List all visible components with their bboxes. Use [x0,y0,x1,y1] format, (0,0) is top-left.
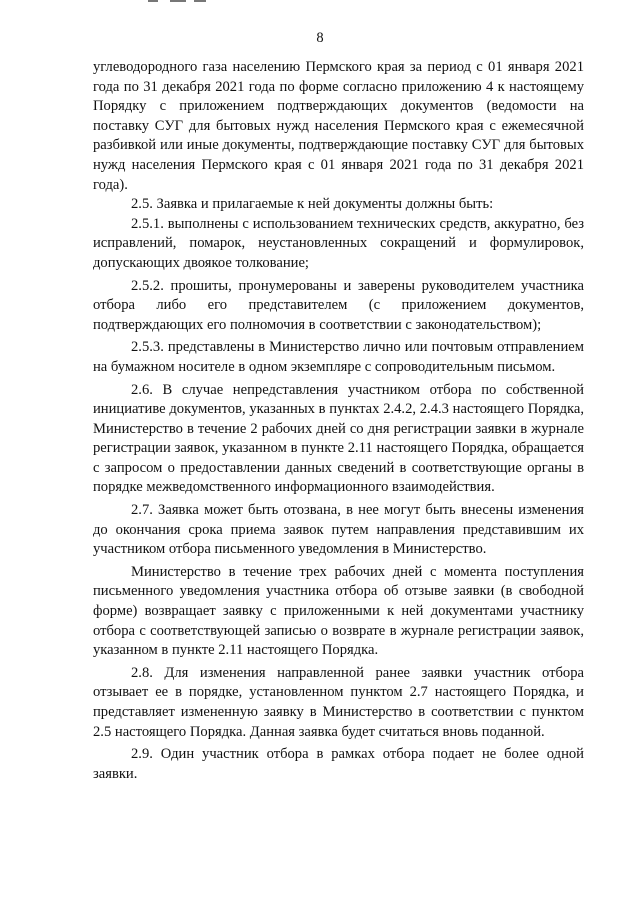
paragraph-2-6: 2.6. В случае непредставления участником отбора по собственной инициативе документов, указанных в пунктах 2.4.2, 2.4.3 настоящего Порядка, Министерство в течение 2 рабочих дней со дня регистрации заявки в журнале регистрации заявок, указанном в пункте 2.11 настоящего Порядка, обращается с запросом о предоставлении данных сведений в соответствующие органы в порядке межведомственного информационного взаимодействия. [93,381,584,496]
paragraph-2-5: 2.5. Заявка и прилагаемые к ней документы должны быть: [131,196,494,213]
scan-mark [170,0,186,2]
paragraph-2-5-2: 2.5.2. прошиты, пронумерованы и заверены руководителем участника отбора либо его представителем (с приложением документов, подтверждающих его полномочия в соответствии с законодательством); [93,277,584,333]
paragraph-ministry-return: Министерство в течение трех рабочих дней с момента поступления письменного уведомления участника отбора об отзыве заявки (в свободной форме) возвращает заявку с приложенными к ней документами участнику отбора с соответствующей записью о возврате в журнале регистрации заявок, указанном в пункте 2.11 настоящего Порядка. [93,563,584,659]
document-body [93,58,584,784]
paragraph-2-5-1: 2.5.1. выполнены с использованием технических средств, аккуратно, без исправлений, помарок, неустановленных сокращений и формулировок, допускающих двоякое толкование; [93,215,584,271]
paragraph-2-9: 2.9. Один участник отбора в рамках отбора подает не более одной заявки. [93,746,584,782]
page-number: 8 [316,30,324,46]
paragraph-continuation: углеводородного газа населению Пермского края за период с 01 января 2021 года по 31 декабря 2021 года по форме согласно приложению 4 к настоящему Порядку с приложением подтверждающих документов (ведомости на поставку СУГ для бытовых нужд населения Пермского края с ежемесячной разбивкой или иные документы, подтверждающие поставку СУГ для бытовых нужд населения Пермского края с 01 января 2021 года по 31 декабря 2021 года). [93,59,584,193]
paragraph-2-7: 2.7. Заявка может быть отозвана, в нее могут быть внесены изменения до окончания срока приема заявок путем направления представившим их участником отбора письменного уведомления в Министерство. [93,502,584,558]
paragraph-2-8: 2.8. Для изменения направленной ранее заявки участник отбора отзывает ее в порядке, установленном пунктом 2.7 настоящего Порядка, и представляет измененную заявку в Министерство в соответствии с пунктом 2.5 настоящего Порядка. Данная заявка будет считаться вновь поданной. [93,664,584,740]
scan-mark [148,0,158,2]
paragraph-2-5-3: 2.5.3. представлены в Министерство лично или почтовым отправлением на бумажном носителе в одном экземпляре с сопроводительным письмом. [93,339,584,375]
scan-edge-marks [148,0,208,2]
scan-mark [194,0,206,2]
